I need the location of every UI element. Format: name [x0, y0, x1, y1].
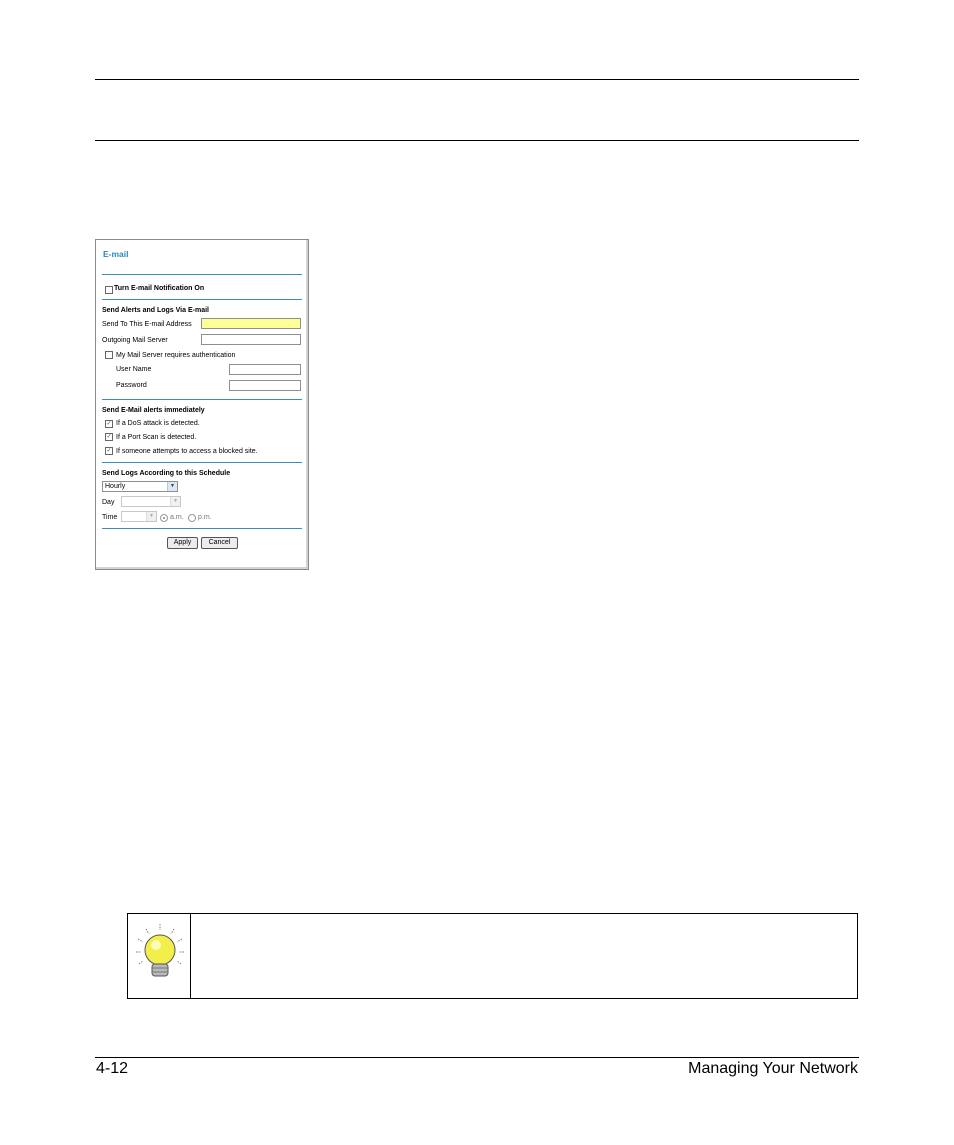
outgoing-server-label: Outgoing Mail Server	[102, 337, 168, 344]
dos-alert-checkbox[interactable]: ✓	[106, 421, 112, 427]
schedule-select[interactable]	[102, 481, 178, 492]
panel-title: E-mail	[103, 249, 129, 259]
divider	[102, 462, 302, 463]
blocked-site-alert-label: If someone attempts to access a blocked site.	[116, 448, 258, 455]
apply-button[interactable]: Apply	[167, 537, 198, 549]
pm-label: p.m.	[198, 514, 212, 521]
password-label: Password	[116, 382, 147, 389]
divider	[102, 299, 302, 300]
auth-label: My Mail Server requires authentication	[116, 352, 236, 359]
header-rule-top	[95, 79, 859, 80]
send-section-heading: Send Alerts and Logs Via E-mail	[102, 307, 209, 314]
page-number: 4-12	[96, 1060, 129, 1077]
blocked-site-alert-checkbox[interactable]: ✓	[106, 448, 112, 454]
header-rule-bottom	[95, 140, 859, 141]
tip-box	[127, 913, 858, 999]
cancel-button[interactable]: Cancel	[201, 537, 238, 549]
am-radio[interactable]	[160, 514, 168, 522]
username-input[interactable]	[229, 364, 301, 375]
portscan-alert-checkbox[interactable]: ✓	[106, 434, 112, 440]
portscan-alert-label: If a Port Scan is detected.	[116, 434, 197, 441]
chapter-title: Managing Your Network	[688, 1060, 858, 1077]
schedule-section-heading: Send Logs According to this Schedule	[102, 470, 231, 477]
notify-checkbox[interactable]	[105, 286, 113, 294]
dos-alert-label: If a DoS attack is detected.	[116, 420, 200, 427]
chevron-down-icon: ▼	[167, 482, 177, 491]
time-label: Time	[102, 514, 118, 521]
divider	[102, 399, 302, 400]
lightbulb-icon	[136, 924, 184, 987]
am-label: a.m.	[170, 514, 184, 521]
username-label: User Name	[116, 366, 152, 373]
day-select[interactable]	[121, 496, 181, 507]
alerts-section-heading: Send E-Mail alerts immediately	[102, 407, 205, 414]
chevron-down-icon: ▼	[170, 497, 180, 506]
outgoing-server-input[interactable]	[201, 334, 301, 345]
password-input[interactable]	[229, 380, 301, 391]
time-select[interactable]	[121, 511, 157, 522]
send-to-email-input[interactable]	[201, 318, 301, 329]
pm-radio[interactable]	[188, 514, 196, 522]
notify-label: Turn E-mail Notification On	[114, 285, 205, 292]
auth-checkbox[interactable]	[105, 351, 113, 359]
day-label: Day	[102, 499, 115, 506]
tip-divider	[190, 914, 191, 998]
footer-rule	[95, 1057, 859, 1058]
chevron-down-icon: ▼	[146, 512, 156, 521]
schedule-select-value: Hourly	[105, 483, 126, 490]
divider	[102, 528, 302, 529]
divider	[102, 274, 302, 275]
send-to-label: Send To This E-mail Address	[102, 321, 192, 328]
email-settings-screenshot	[95, 239, 309, 570]
